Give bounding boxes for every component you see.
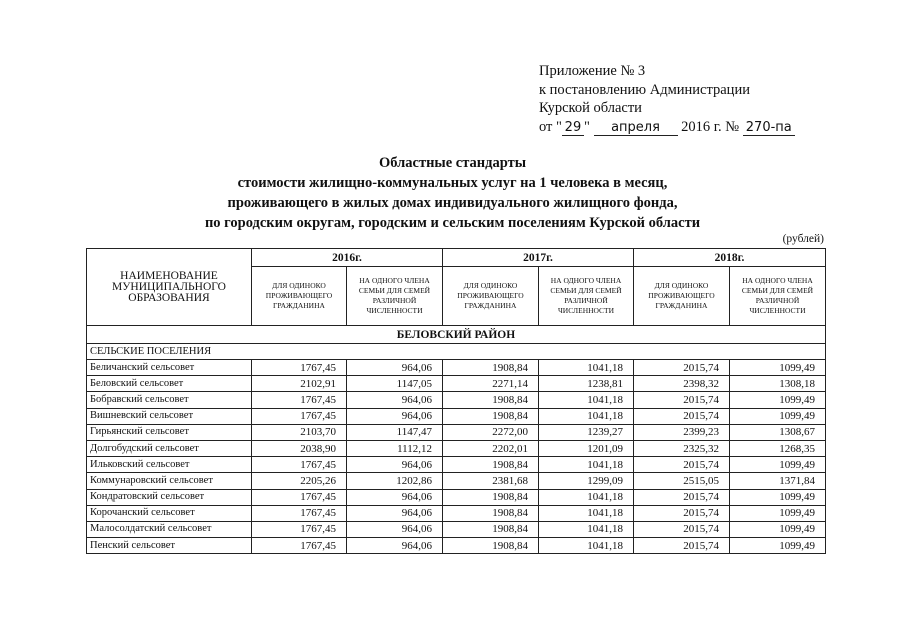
cost-value: 2272,00 xyxy=(443,424,539,440)
cost-value: 2015,74 xyxy=(634,360,730,376)
date-year: 2016 г. № xyxy=(681,118,740,135)
cost-value: 1767,45 xyxy=(252,360,347,376)
cost-value: 1201,09 xyxy=(539,440,634,456)
cost-value: 1308,18 xyxy=(730,376,826,392)
table-row xyxy=(87,538,826,554)
cost-value: 1308,67 xyxy=(730,424,826,440)
header-family-2016: НА ОДНОГО ЧЛЕНА СЕМЬИ ДЛЯ СЕМЕЙ РАЗЛИЧНОЙ ЧИСЛЕННОСТИ xyxy=(347,267,443,326)
header-single-2016: ДЛЯ ОДИНОКО ПРОЖИВАЮЩЕГО ГРАЖДАНИНА xyxy=(252,267,347,326)
cost-value: 2015,74 xyxy=(634,538,730,554)
cost-value: 1099,49 xyxy=(730,489,826,505)
title-line-4: по городским округам, городским и сельским поселениям Курской области xyxy=(204,215,701,231)
municipality-name: Долгобудский сельсовет xyxy=(87,440,252,456)
date-month: апреля xyxy=(594,121,678,136)
date-quote: " xyxy=(583,118,590,135)
cost-value: 1099,49 xyxy=(730,457,826,473)
cost-value: 964,06 xyxy=(347,489,443,505)
cost-value: 1147,05 xyxy=(347,376,443,392)
cost-value: 2038,90 xyxy=(252,440,347,456)
cost-value: 2015,74 xyxy=(634,392,730,408)
cost-value: 1767,45 xyxy=(252,489,347,505)
table-row xyxy=(87,521,826,537)
cost-value: 1041,18 xyxy=(539,457,634,473)
cost-value: 1041,18 xyxy=(539,538,634,554)
cost-value: 1041,18 xyxy=(539,408,634,424)
cost-value: 1908,84 xyxy=(443,521,539,537)
cost-value: 1767,45 xyxy=(252,408,347,424)
cost-value: 1099,49 xyxy=(730,538,826,554)
cost-value: 1099,49 xyxy=(730,360,826,376)
table-row xyxy=(87,440,826,456)
table-row xyxy=(87,392,826,408)
header-years-row xyxy=(87,249,826,267)
header-municipality: НАИМЕНОВАНИЕ МУНИЦИПАЛЬНОГО ОБРАЗОВАНИЯ xyxy=(87,249,252,326)
cost-value: 1767,45 xyxy=(252,392,347,408)
cost-value: 2015,74 xyxy=(634,521,730,537)
cost-value: 1147,47 xyxy=(347,424,443,440)
section-name: СЕЛЬСКИЕ ПОСЕЛЕНИЯ xyxy=(87,344,826,360)
document-title xyxy=(0,153,905,233)
appendix-date-line xyxy=(539,118,795,137)
document-number: 270-па xyxy=(743,121,795,136)
table-row xyxy=(87,505,826,521)
title-line-3: проживающего в жилых домах индивидуального жилищного фонда, xyxy=(227,195,678,211)
cost-value: 1767,45 xyxy=(252,521,347,537)
cost-value: 1908,84 xyxy=(443,457,539,473)
cost-value: 2202,01 xyxy=(443,440,539,456)
cost-value: 1041,18 xyxy=(539,360,634,376)
cost-value: 2515,05 xyxy=(634,473,730,489)
title-line-2: стоимости жилищно-коммунальных услуг на 1 человека в месяц, xyxy=(237,175,668,191)
cost-value: 1908,84 xyxy=(443,538,539,554)
cost-value: 1112,12 xyxy=(347,440,443,456)
cost-value: 2205,26 xyxy=(252,473,347,489)
cost-value: 1767,45 xyxy=(252,538,347,554)
municipality-name: Гирьянский сельсовет xyxy=(87,424,252,440)
municipality-name: Вишневский сельсовет xyxy=(87,408,252,424)
units-label: (рублей) xyxy=(782,233,824,245)
cost-value: 1767,45 xyxy=(252,505,347,521)
appendix-line-3: Курской области xyxy=(539,100,642,116)
municipality-name: Малосолдатский сельсовет xyxy=(87,521,252,537)
cost-value: 1908,84 xyxy=(443,360,539,376)
cost-value: 1268,35 xyxy=(730,440,826,456)
header-year-2017: 2017г. xyxy=(443,249,634,267)
district-row xyxy=(87,326,826,344)
table-row xyxy=(87,424,826,440)
cost-value: 2381,68 xyxy=(443,473,539,489)
header-single-2018: ДЛЯ ОДИНОКО ПРОЖИВАЮЩЕГО ГРАЖДАНИНА xyxy=(634,267,730,326)
date-day: 29 xyxy=(562,121,584,136)
cost-value: 1908,84 xyxy=(443,408,539,424)
appendix-line-2: к постановлению Администрации xyxy=(539,81,750,98)
cost-value: 964,06 xyxy=(347,360,443,376)
cost-value: 1908,84 xyxy=(443,505,539,521)
cost-value: 2399,23 xyxy=(634,424,730,440)
cost-value: 1099,49 xyxy=(730,521,826,537)
cost-value: 964,06 xyxy=(347,505,443,521)
municipality-name: Кондратовский сельсовет xyxy=(87,489,252,505)
cost-value: 1041,18 xyxy=(539,392,634,408)
table-row xyxy=(87,457,826,473)
cost-value: 1202,86 xyxy=(347,473,443,489)
header-family-2018: НА ОДНОГО ЧЛЕНА СЕМЬИ ДЛЯ СЕМЕЙ РАЗЛИЧНОЙ ЧИСЛЕННОСТИ xyxy=(730,267,826,326)
table-row xyxy=(87,408,826,424)
cost-value: 2015,74 xyxy=(634,408,730,424)
cost-value: 2015,74 xyxy=(634,505,730,521)
table-row xyxy=(87,376,826,392)
table-row xyxy=(87,473,826,489)
table-row xyxy=(87,360,826,376)
appendix-line-1: Приложение № 3 xyxy=(539,63,646,79)
municipality-name: Коммунаровский сельсовет xyxy=(87,473,252,489)
table-row xyxy=(87,489,826,505)
cost-value: 1041,18 xyxy=(539,489,634,505)
cost-value: 1099,49 xyxy=(730,408,826,424)
appendix-block xyxy=(539,62,795,136)
municipality-name: Ильковский сельсовет xyxy=(87,457,252,473)
municipality-name: Пенский сельсовет xyxy=(87,538,252,554)
cost-value: 1767,45 xyxy=(252,457,347,473)
municipality-name: Корочанский сельсовет xyxy=(87,505,252,521)
header-year-2016: 2016г. xyxy=(252,249,443,267)
district-name: БЕЛОВСКИЙ РАЙОН xyxy=(87,326,826,344)
cost-value: 1908,84 xyxy=(443,489,539,505)
cost-value: 1299,09 xyxy=(539,473,634,489)
cost-value: 964,06 xyxy=(347,538,443,554)
municipality-name: Беличанский сельсовет xyxy=(87,360,252,376)
cost-value: 1099,49 xyxy=(730,392,826,408)
cost-value: 964,06 xyxy=(347,521,443,537)
cost-value: 2103,70 xyxy=(252,424,347,440)
cost-value: 2398,32 xyxy=(634,376,730,392)
cost-value: 2015,74 xyxy=(634,457,730,473)
section-row xyxy=(87,344,826,360)
header-year-2018: 2018г. xyxy=(634,249,826,267)
cost-value: 2102,91 xyxy=(252,376,347,392)
cost-value: 1238,81 xyxy=(539,376,634,392)
header-single-2017: ДЛЯ ОДИНОКО ПРОЖИВАЮЩЕГО ГРАЖДАНИНА xyxy=(443,267,539,326)
title-line-1: Областные стандарты xyxy=(378,155,527,171)
date-prefix: от " xyxy=(539,118,562,135)
municipality-name: Бобравский сельсовет xyxy=(87,392,252,408)
cost-value: 964,06 xyxy=(347,392,443,408)
cost-value: 1908,84 xyxy=(443,392,539,408)
cost-value: 1371,84 xyxy=(730,473,826,489)
standards-table xyxy=(86,248,826,554)
cost-value: 1239,27 xyxy=(539,424,634,440)
cost-value: 1041,18 xyxy=(539,505,634,521)
header-family-2017: НА ОДНОГО ЧЛЕНА СЕМЬИ ДЛЯ СЕМЕЙ РАЗЛИЧНОЙ ЧИСЛЕННОСТИ xyxy=(539,267,634,326)
cost-value: 964,06 xyxy=(347,457,443,473)
municipality-name: Беловский сельсовет xyxy=(87,376,252,392)
cost-value: 2015,74 xyxy=(634,489,730,505)
cost-value: 1099,49 xyxy=(730,505,826,521)
cost-value: 964,06 xyxy=(347,408,443,424)
cost-value: 1041,18 xyxy=(539,521,634,537)
cost-value: 2271,14 xyxy=(443,376,539,392)
cost-value: 2325,32 xyxy=(634,440,730,456)
